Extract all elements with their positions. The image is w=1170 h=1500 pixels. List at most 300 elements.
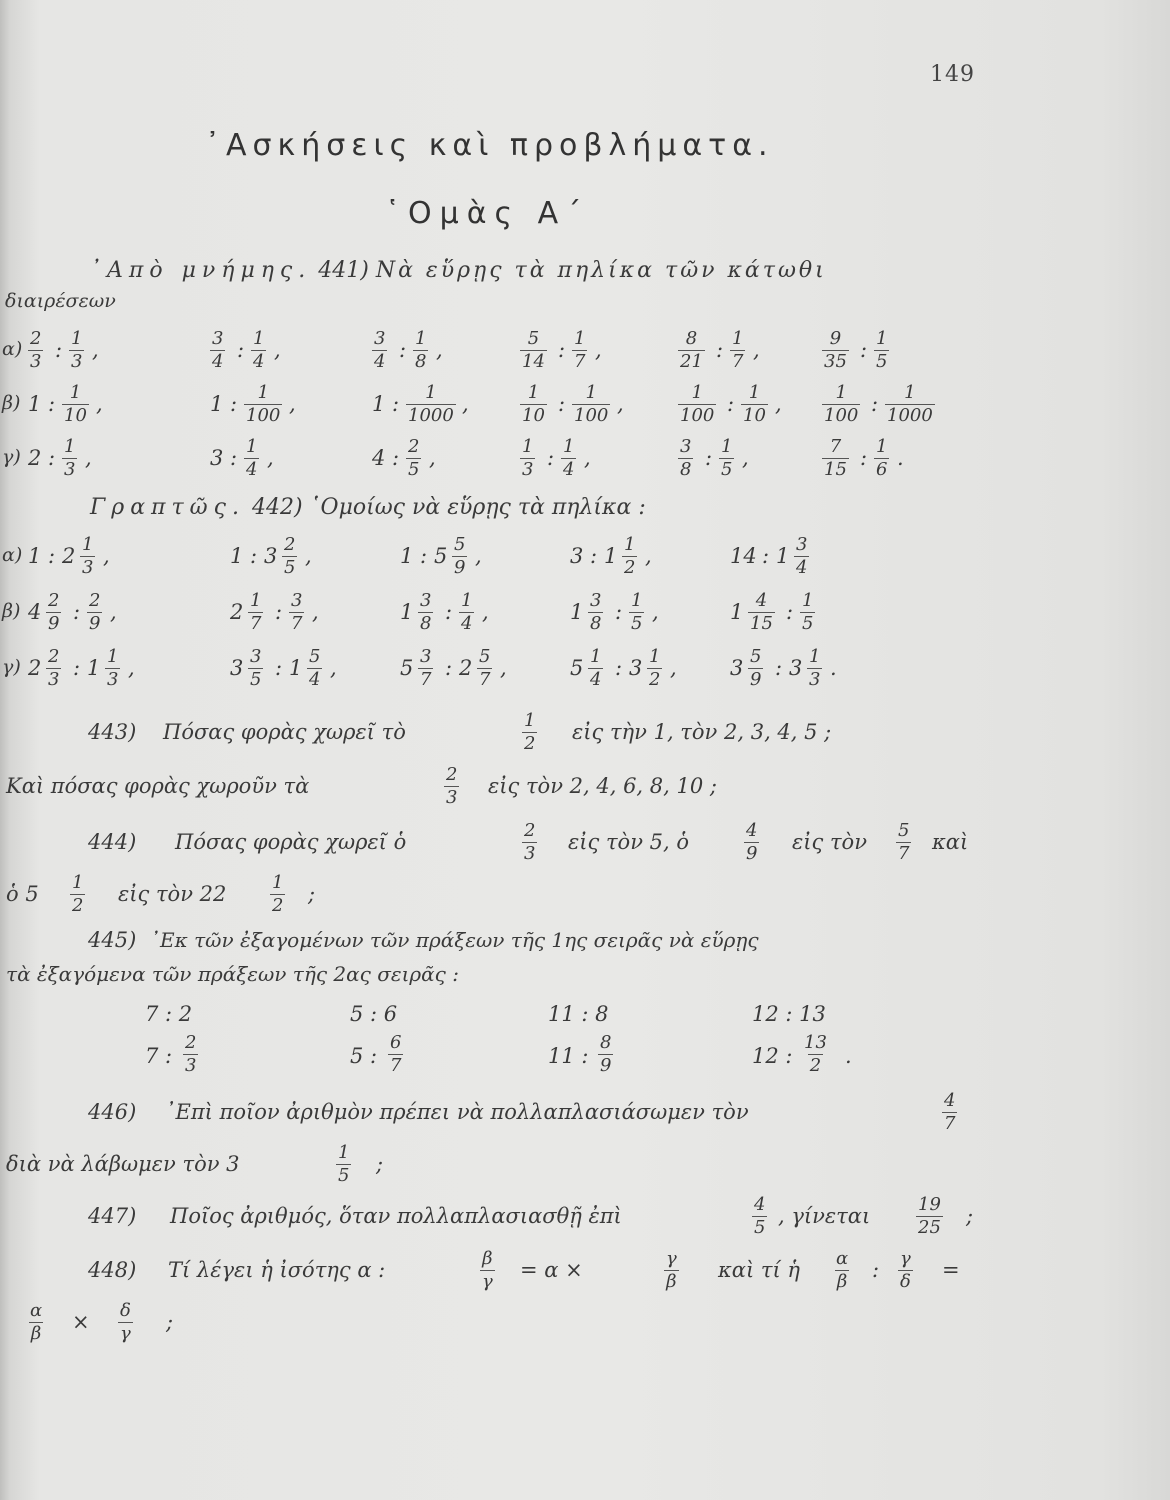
exercise-442-row-0-item-0-divisor-frac-numerator: 1 [82, 534, 94, 555]
exercise-441-row-1-item-3-separator: , [617, 392, 624, 416]
exercise-447-fraction-2-numerator: 19 [918, 1194, 941, 1215]
exercise-442-row-2-item-3-separator: , [670, 656, 677, 680]
exercise-445-series-2-item-0-dividend: 7 : [145, 1044, 173, 1068]
exercise-441-row-0-item-4-colon: : [716, 338, 724, 362]
exercise-442-row-2-item-0-divisor-whole: 1 [87, 656, 101, 680]
exercise-446-fraction-2-denominator: 5 [338, 1165, 350, 1186]
exercise-441-row-0-item-1-dividend-denominator: 4 [212, 351, 224, 372]
exercise-442-row-0-item-2-separator: , [475, 544, 482, 568]
section-title: ᾿Ασκήσεις καὶ προβλήματα. [205, 128, 774, 163]
exercise-442-row-1-item-0-divisor-numerator: 2 [89, 590, 101, 611]
exercise-445-series-2-item-1-divisor-numerator: 6 [390, 1032, 402, 1053]
exercise-448-fraction-6-denominator: γ [120, 1323, 131, 1344]
exercise-448-fraction-6 [118, 1300, 133, 1345]
exercise-442-row-0-item-1-divisor-frac-denominator: 5 [284, 557, 296, 578]
exercise-442-row-2-item-2-divisor-frac [477, 646, 492, 691]
exercise-445-series-1-item-3: 12 : 13 [752, 1002, 826, 1026]
exercise-441-row-1-item-2-colon: : [392, 392, 400, 416]
exercise-446-fraction-1 [942, 1090, 957, 1135]
exercise-442-row-1-item-4-dividend-frac-numerator: 4 [755, 590, 768, 611]
exercise-441-row-1-item-3-divisor-denominator: 100 [574, 405, 609, 426]
exercise-442-row-2-item-1-dividend-frac-denominator: 5 [250, 669, 262, 690]
exercise-441-row-0-item-1-colon: : [237, 338, 245, 362]
exercise-448-fraction-3 [834, 1248, 850, 1293]
exercise-445-series-2-item-2-divisor-numerator: 8 [600, 1032, 612, 1053]
exercise-442-row-2-item-0-divisor-frac-numerator: 1 [107, 646, 119, 667]
exercise-445-series-2-item-0-divisor-denominator: 3 [185, 1055, 197, 1076]
exercise-448-text-6: × [72, 1310, 90, 1334]
exercise-441-row-2-item-1-dividend: 3 [210, 446, 224, 470]
exercise-442-row-2-item-1-separator: , [330, 656, 337, 680]
exercise-446-text-1: ᾿Επὶ ποῖον ἀριθμὸν πρέπει νὰ πολλαπλασιάσωμεν τὸν [165, 1100, 749, 1124]
exercise-442-row-1-item-4-divisor-numerator: 1 [802, 590, 814, 611]
exercise-442-row-0-item-2-colon: : [420, 544, 428, 568]
exercise-441-row-0-item-0-divisor [69, 328, 84, 373]
exercise-441-row-1-item-0-divisor-denominator: 10 [64, 405, 87, 426]
exercise-441-row-0-item-0-dividend-denominator: 3 [30, 351, 42, 372]
exercise-442-row-1-item-0-divisor [87, 590, 102, 635]
exercise-442-row-0-item-3-divisor-whole: 1 [604, 544, 618, 568]
exercise-442-row-1-item-0-dividend-frac-denominator: 9 [48, 613, 60, 634]
exercise-444-fraction-2 [744, 820, 759, 865]
exercise-444-text-3: εἰς τὸν [792, 830, 867, 854]
exercise-448-fraction-4-denominator: δ [900, 1271, 911, 1292]
exercise-442-row-2-item-4-divisor-frac-numerator: 1 [809, 646, 821, 667]
exercise-442-row-1-item-2-separator: , [482, 600, 489, 624]
exercise-441-row-2-item-3-divisor-denominator: 4 [563, 459, 575, 480]
exercise-441-row-0-item-5-divisor [874, 328, 889, 373]
exercise-442-row-0-item-4-divisor-whole: 1 [776, 544, 790, 568]
exercise-442-row-0-item-4-divisor-frac-numerator: 3 [796, 534, 808, 555]
exercise-442-row-1-item-2-dividend-frac [418, 590, 433, 635]
exercise-442-row-1-item-4-dividend-frac [748, 590, 775, 635]
exercise-441-row-0-item-3-separator: , [595, 338, 602, 362]
exercise-443-fraction-2 [444, 764, 459, 809]
exercise-441-row-2-item-2-separator: , [429, 446, 436, 470]
exercise-441-row-1-item-2-divisor-denominator: 1000 [408, 405, 454, 426]
exercise-442-row-2-item-2-dividend-frac-denominator: 7 [420, 669, 432, 690]
exercise-441-text-cont: διαιρέσεων [5, 290, 116, 312]
exercise-444-fraction-1 [522, 820, 537, 865]
exercise-446-fraction-1-denominator: 7 [944, 1113, 956, 1134]
exercise-442-row-2-item-2-dividend-frac-numerator: 3 [420, 646, 432, 667]
exercise-441-row-2-item-0-separator: , [85, 446, 92, 470]
exercise-441-row-1-label: β) [2, 392, 21, 414]
exercise-443-fraction-1-denominator: 2 [524, 733, 536, 754]
exercise-441-row-2-item-5-dividend [822, 436, 849, 481]
exercise-441-row-0-item-4-divisor [730, 328, 745, 373]
exercise-444-fraction-4 [70, 872, 85, 917]
exercise-442-row-2-item-4-dividend-frac [748, 646, 763, 691]
exercise-442-row-0-item-3-separator: , [645, 544, 652, 568]
exercise-445-series-2-item-3-divisor-numerator: 13 [804, 1032, 827, 1053]
exercise-441-row-0-item-3-colon: : [558, 338, 566, 362]
exercise-444-text-5: ὁ 5 [6, 882, 39, 906]
exercise-441-row-1-item-0-divisor-numerator: 1 [69, 382, 82, 403]
exercise-441-row-1-item-5-dividend-numerator: 1 [835, 382, 847, 403]
exercise-442-row-2-item-1-divisor-frac-denominator: 4 [309, 669, 321, 690]
exercise-441-row-0-item-0-dividend [28, 328, 43, 373]
exercise-442-row-1-item-2-dividend-frac-numerator: 3 [420, 590, 432, 611]
exercise-441-row-1-item-3-dividend [520, 382, 547, 427]
exercise-447-text-2: , γίνεται [778, 1204, 871, 1228]
exercise-448-fraction-2 [664, 1248, 679, 1293]
exercise-441-row-0-item-1-divisor-numerator: 1 [253, 328, 265, 349]
exercise-447-text-1: Ποῖος ἀριθμός, ὅταν πολλαπλασιασθῇ ἐπὶ [170, 1204, 622, 1228]
exercise-442-row-1-item-1-divisor [289, 590, 304, 635]
exercise-441-row-0-item-2-dividend [372, 328, 387, 373]
exercise-441-row-1-item-5-dividend [822, 382, 860, 427]
exercise-442-row-2-item-1-dividend-frac [248, 646, 263, 691]
exercise-441-row-1-item-0-separator: , [96, 392, 103, 416]
exercise-442-row-2-item-3-dividend-frac-denominator: 4 [590, 669, 602, 690]
exercise-442-row-2-item-2-colon: : [445, 656, 453, 680]
exercise-441-row-2-item-2-divisor-numerator: 2 [408, 436, 420, 457]
exercise-441-row-2-item-5-divisor-denominator: 6 [876, 459, 888, 480]
exercise-441-row-1-item-2-divisor [406, 382, 456, 427]
exercise-442-row-0-item-1-colon: : [250, 544, 258, 568]
exercise-441-row-2-item-5-dividend-denominator: 15 [824, 459, 847, 480]
exercise-443-fraction-2-denominator: 3 [446, 787, 458, 808]
exercise-442-row-2-item-3-colon: : [615, 656, 623, 680]
exercise-444-fraction-4-denominator: 2 [72, 895, 84, 916]
exercise-441-row-2-item-0-divisor-denominator: 3 [64, 459, 76, 480]
exercise-442-row-2-item-4-dividend-frac-numerator: 5 [750, 646, 762, 667]
exercise-445-number: 445) [88, 928, 137, 952]
exercise-441-row-1-item-4-colon: : [727, 392, 735, 416]
exercise-442-row-2-item-2-divisor-frac-denominator: 7 [479, 669, 491, 690]
exercise-442-row-1-label: β) [2, 600, 21, 622]
exercise-445-series-1-item-0: 7 : 2 [145, 1002, 193, 1026]
exercise-442-row-1-item-2-dividend-frac-denominator: 8 [420, 613, 432, 634]
exercise-442-heading [90, 495, 646, 520]
exercise-442-row-0-item-4-divisor-frac-denominator: 4 [796, 557, 808, 578]
exercise-441-row-2-item-1-colon: : [230, 446, 238, 470]
exercise-442-row-0-item-0-divisor-whole: 2 [62, 544, 76, 568]
exercise-442-row-0-item-0-divisor-frac-denominator: 3 [82, 557, 94, 578]
exercise-442-row-1-item-3-dividend-frac-numerator: 3 [590, 590, 602, 611]
exercise-441-row-2-item-3-dividend-numerator: 1 [522, 436, 534, 457]
exercise-441-row-2-item-1-divisor-denominator: 4 [246, 459, 258, 480]
exercise-442-row-2-item-4-divisor-frac-denominator: 3 [809, 669, 821, 690]
exercise-448-fraction-5-denominator: β [30, 1323, 42, 1344]
exercise-444-text-4: καὶ [932, 830, 969, 854]
exercise-447-fraction-2 [916, 1194, 943, 1239]
exercise-441-row-2-item-2-dividend: 4 [372, 446, 386, 470]
exercise-443-text-1: Πόσας φορὰς χωρεῖ τὸ [163, 720, 406, 744]
exercise-442-row-0-item-4-colon: : [762, 544, 770, 568]
exercise-441-row-0-item-2-dividend-numerator: 3 [374, 328, 386, 349]
exercise-441-row-2-item-3-dividend-denominator: 3 [522, 459, 534, 480]
exercise-442-row-1-item-3-separator: , [652, 600, 659, 624]
exercise-448-text-7: ; [166, 1310, 174, 1334]
exercise-445-text-1: ᾿Εκ τῶν ἐξαγομένων τῶν πράξεων τῆς 1ης σειρᾶς νὰ εὕρῃς [150, 928, 759, 952]
exercise-442-row-2-item-3-divisor-frac-denominator: 2 [649, 669, 661, 690]
exercise-441-row-0-label: α) [2, 338, 23, 360]
exercise-442-row-0-item-2-divisor-frac-denominator: 9 [454, 557, 466, 578]
exercise-441-row-0-item-0-separator: , [92, 338, 99, 362]
exercise-445-series-2-item-2-divisor [598, 1032, 613, 1077]
exercise-441-row-1-item-4-separator: , [775, 392, 782, 416]
exercise-442-text: ῾Ομοίως νὰ εὕρῃς τὰ πηλίκα : [309, 495, 646, 520]
exercise-442-row-1-item-4-dividend-frac-denominator: 15 [750, 613, 773, 634]
exercise-442-row-2-item-0-dividend-whole: 2 [28, 656, 42, 680]
exercise-441-row-1-item-0-colon: : [48, 392, 56, 416]
exercise-441-row-0-item-1-separator: , [274, 338, 281, 362]
exercise-441-row-0-item-4-dividend [678, 328, 705, 373]
exercise-445-series-2-item-1-dividend: 5 : [350, 1044, 378, 1068]
exercise-442-row-0-item-1-divisor-whole: 3 [264, 544, 278, 568]
exercise-442-row-2-item-2-dividend-whole: 5 [400, 656, 414, 680]
exercise-441-row-2-item-4-divisor-numerator: 1 [721, 436, 733, 457]
exercise-442-row-1-item-2-dividend-whole: 1 [400, 600, 414, 624]
exercise-441-row-0-item-4-divisor-numerator: 1 [732, 328, 744, 349]
page-number: 149 [930, 62, 975, 87]
exercise-446-fraction-1-numerator: 4 [944, 1090, 956, 1111]
exercise-442-row-2-item-0-dividend-frac [46, 646, 61, 691]
exercise-441-row-0-item-5-divisor-denominator: 5 [876, 351, 888, 372]
exercise-442-row-1-item-4-divisor [800, 590, 815, 635]
exercise-441-row-2-item-5-colon: : [860, 446, 868, 470]
exercise-447-number: 447) [88, 1204, 137, 1228]
exercise-441-row-1-item-0-divisor [62, 382, 89, 427]
exercise-441-row-1-item-5-dividend-denominator: 100 [824, 405, 859, 426]
exercise-444-text-6: εἰς τὸν 22 [118, 882, 227, 906]
exercise-441-row-1-item-5-divisor-numerator: 1 [904, 382, 916, 403]
exercise-441-heading [90, 258, 827, 283]
exercise-442-row-1-item-2-divisor [459, 590, 474, 635]
exercise-441-row-2-item-0-dividend: 2 [28, 446, 42, 470]
exercise-441-row-2-item-2-divisor [406, 436, 421, 481]
exercise-442-row-0-item-1-divisor-frac-numerator: 2 [284, 534, 296, 555]
exercise-442-row-0-item-1-separator: , [305, 544, 312, 568]
exercise-441-row-2-item-5-dividend-numerator: 7 [829, 436, 842, 457]
exercise-445-series-2-item-1-divisor-denominator: 7 [390, 1055, 402, 1076]
exercise-444-fraction-2-denominator: 9 [746, 843, 758, 864]
exercise-441-row-0-item-5-dividend-numerator: 9 [829, 328, 842, 349]
exercise-442-row-2-item-4-dividend-whole: 3 [730, 656, 744, 680]
exercise-441-row-1-item-2-dividend: 1 [372, 392, 386, 416]
exercise-442-row-2-item-0-dividend-frac-denominator: 3 [48, 669, 60, 690]
exercise-441-row-2-item-1-separator: , [267, 446, 274, 470]
exercise-441-row-2-item-5-separator: . [897, 446, 904, 470]
exercise-441-row-1-item-1-divisor-denominator: 100 [246, 405, 281, 426]
exercise-442-row-1-item-3-dividend-frac [588, 590, 603, 635]
exercise-442-row-0-item-0-separator: , [103, 544, 110, 568]
exercise-441-row-0-item-3-divisor [572, 328, 587, 373]
exercise-442-row-2-item-3-divisor-frac [647, 646, 662, 691]
exercise-441-row-1-item-1-colon: : [230, 392, 238, 416]
exercise-441-row-0-item-0-divisor-denominator: 3 [71, 351, 83, 372]
exercise-442-row-2-item-2-divisor-frac-numerator: 5 [479, 646, 491, 667]
exercise-448-fraction-4-numerator: γ [900, 1248, 911, 1269]
exercise-448-text-4: : [872, 1258, 880, 1282]
exercise-448-fraction-2-denominator: β [666, 1271, 677, 1292]
exercise-441-row-2-label: γ) [2, 446, 21, 468]
exercise-447-fraction-1-denominator: 5 [754, 1217, 766, 1238]
exercise-448-fraction-3-denominator: β [836, 1271, 848, 1292]
exercise-441-row-1-item-3-dividend-denominator: 10 [522, 405, 545, 426]
exercise-442-row-0-item-3-divisor-frac-denominator: 2 [624, 557, 636, 578]
exercise-442-row-1-item-0-dividend-frac-numerator: 2 [48, 590, 60, 611]
exercise-442-row-1-item-0-colon: : [73, 600, 81, 624]
exercise-441-row-2-item-0-divisor-numerator: 1 [64, 436, 76, 457]
exercise-445-series-2-item-0-divisor-numerator: 2 [185, 1032, 197, 1053]
exercise-444-fraction-5-denominator: 2 [272, 895, 284, 916]
exercise-441-row-2-item-4-separator: , [742, 446, 749, 470]
exercise-442-row-1-item-2-colon: : [445, 600, 453, 624]
exercise-441-row-2-item-3-divisor-numerator: 1 [563, 436, 575, 457]
exercise-444-fraction-1-numerator: 2 [524, 820, 536, 841]
exercise-441-row-1-item-2-separator: , [462, 392, 469, 416]
exercise-441-row-0-item-4-divisor-denominator: 7 [732, 351, 744, 372]
exercise-441-row-2-item-4-divisor-denominator: 5 [721, 459, 733, 480]
exercise-442-row-1-item-3-dividend-whole: 1 [570, 600, 584, 624]
exercise-441-row-2-item-3-dividend [520, 436, 535, 481]
exercise-441-row-2-item-1-divisor-numerator: 1 [246, 436, 258, 457]
exercise-442-row-2-item-2-dividend-frac [418, 646, 433, 691]
exercise-442-row-1-item-4-dividend-whole: 1 [730, 600, 744, 624]
exercise-441-row-0-item-3-divisor-denominator: 7 [574, 351, 586, 372]
exercise-442-row-1-item-3-divisor-numerator: 1 [631, 590, 643, 611]
exercise-442-row-1-item-0-divisor-denominator: 9 [89, 613, 101, 634]
exercise-445-series-2-item-3-dividend: 12 : [752, 1044, 793, 1068]
exercise-441-row-2-item-2-colon: : [392, 446, 400, 470]
exercise-442-row-2-item-4-dividend-frac-denominator: 9 [750, 669, 762, 690]
exercise-442-row-1-item-1-divisor-numerator: 3 [291, 590, 303, 611]
exercise-441-row-1-item-5-divisor [885, 382, 935, 427]
exercise-441-row-0-item-2-divisor-denominator: 8 [415, 351, 427, 372]
exercise-442-row-2-item-0-dividend-frac-numerator: 2 [48, 646, 60, 667]
exercise-441-row-0-item-3-dividend-numerator: 5 [527, 328, 540, 349]
exercise-444-text-2: εἰς τὸν 5, ὁ [568, 830, 689, 854]
exercise-442-row-0-item-0-colon: : [48, 544, 56, 568]
group-title: ῾Ομὰς Α΄ [385, 196, 590, 231]
exercise-442-row-1-item-1-dividend-frac-numerator: 1 [250, 590, 262, 611]
exercise-442-row-2-item-1-colon: : [275, 656, 283, 680]
exercise-441-row-2-item-0-colon: : [48, 446, 56, 470]
exercise-441-row-0-item-2-divisor-numerator: 1 [415, 328, 427, 349]
exercise-444-fraction-2-numerator: 4 [746, 820, 758, 841]
exercise-445-series-2-item-3-divisor [802, 1032, 829, 1077]
exercise-442-row-0-label: α) [2, 544, 23, 566]
exercise-443-number: 443) [88, 720, 137, 744]
exercise-442-row-0-item-3-dividend: 3 [570, 544, 584, 568]
exercise-441-row-0-item-1-divisor-denominator: 4 [253, 351, 265, 372]
exercise-442-row-2-item-0-divisor-frac [105, 646, 120, 691]
exercise-446-text-2: διὰ νὰ λάβωμεν τὸν 3 [6, 1152, 240, 1176]
exercise-447-text-3: ; [966, 1204, 974, 1228]
exercise-441-row-1-item-5-divisor-denominator: 1000 [887, 405, 933, 426]
exercise-442-row-2-item-4-divisor-frac [807, 646, 822, 691]
exercise-445-series-1-item-1: 5 : 6 [350, 1002, 398, 1026]
exercise-442-row-2-item-3-divisor-frac-numerator: 1 [649, 646, 661, 667]
exercise-446-fraction-2 [336, 1142, 351, 1187]
exercise-441-row-1-item-1-separator: , [289, 392, 296, 416]
exercise-442-row-0-item-3-divisor-frac [622, 534, 637, 579]
exercise-445-series-2-item-3-divisor-denominator: 2 [809, 1055, 822, 1076]
exercise-442-row-2-label: γ) [2, 656, 21, 678]
exercise-444-fraction-5-numerator: 1 [272, 872, 284, 893]
exercise-441-row-0-item-1-dividend-numerator: 3 [212, 328, 224, 349]
exercise-442-row-0-item-2-divisor-frac-numerator: 5 [454, 534, 466, 555]
exercise-441-row-1-item-3-colon: : [558, 392, 566, 416]
exercise-441-row-0-item-2-colon: : [399, 338, 407, 362]
exercise-442-row-0-item-2-divisor-whole: 5 [434, 544, 448, 568]
exercise-442-row-1-item-1-dividend-whole: 2 [230, 600, 244, 624]
exercise-441-row-1-item-5-colon: : [871, 392, 879, 416]
exercise-442-number: 442) [251, 495, 303, 520]
exercise-441-row-0-item-4-separator: , [753, 338, 760, 362]
exercise-446-fraction-2-numerator: 1 [338, 1142, 350, 1163]
exercise-441-row-1-item-3-divisor [572, 382, 610, 427]
exercise-443-fraction-2-numerator: 2 [446, 764, 458, 785]
exercise-441-row-2-item-4-dividend-numerator: 3 [680, 436, 692, 457]
exercise-442-row-0-item-2-divisor-frac [452, 534, 467, 579]
exercise-442-row-1-item-1-colon: : [275, 600, 283, 624]
exercise-442-row-1-item-0-dividend-whole: 4 [28, 600, 42, 624]
exercise-442-row-1-item-1-dividend-frac [248, 590, 263, 635]
exercise-442-row-2-item-3-dividend-whole: 5 [570, 656, 584, 680]
exercise-442-row-0-item-1-divisor-frac [282, 534, 297, 579]
exercise-441-row-2-item-4-dividend [678, 436, 693, 481]
exercise-445-series-1-item-2: 11 : 8 [548, 1002, 609, 1026]
exercise-441-row-0-item-1-dividend [210, 328, 225, 373]
exercise-445-series-2-item-0-divisor [183, 1032, 198, 1077]
exercise-441-row-0-item-5-dividend-denominator: 35 [824, 351, 847, 372]
exercise-442-row-1-item-3-colon: : [615, 600, 623, 624]
exercise-441-row-2-item-1-divisor [244, 436, 259, 481]
exercise-445-text-2: τὰ ἐξαγόμενα τῶν πράξεων τῆς 2ας σειρᾶς : [6, 962, 459, 986]
exercise-448-fraction-6-numerator: δ [120, 1300, 131, 1321]
exercise-448-fraction-1-numerator: β [482, 1248, 493, 1269]
exercise-442-row-1-item-3-divisor-denominator: 5 [631, 613, 643, 634]
exercise-442-row-2-item-1-divisor-frac-numerator: 5 [309, 646, 321, 667]
exercise-442-row-2-item-4-divisor-whole: 3 [789, 656, 803, 680]
exercise-441-row-0-item-0-divisor-numerator: 1 [71, 328, 83, 349]
exercise-442-row-0-item-2-dividend: 1 [400, 544, 414, 568]
exercise-443-fraction-1-numerator: 1 [524, 710, 536, 731]
exercise-442-row-1-item-1-separator: , [312, 600, 319, 624]
exercise-441-row-0-item-4-dividend-numerator: 8 [685, 328, 698, 349]
exercise-448-fraction-1 [480, 1248, 495, 1293]
exercise-441-row-1-item-4-divisor-numerator: 1 [748, 382, 761, 403]
exercise-448-text-3: καὶ τί ἡ [718, 1258, 800, 1282]
exercise-442-row-2-item-1-dividend-whole: 3 [230, 656, 244, 680]
exercise-442-row-2-item-1-divisor-frac [307, 646, 322, 691]
exercise-442-row-1-item-1-dividend-frac-denominator: 7 [250, 613, 262, 634]
exercise-441-row-1-item-1-dividend: 1 [210, 392, 224, 416]
exercise-441-row-1-item-1-divisor [244, 382, 282, 427]
exercise-442-row-1-item-0-dividend-frac [46, 590, 61, 635]
exercise-444-fraction-5 [270, 872, 285, 917]
exercise-441-row-2-item-4-dividend-denominator: 8 [680, 459, 692, 480]
exercise-441-row-2-item-5-divisor [874, 436, 889, 481]
exercise-442-row-2-item-2-separator: , [500, 656, 507, 680]
exercise-442-row-1-item-4-colon: : [786, 600, 794, 624]
exercise-442-label: Γραπτῶς. [90, 495, 245, 520]
exercise-441-row-0-item-0-colon: : [55, 338, 63, 362]
exercise-441-row-0-item-5-colon: : [860, 338, 868, 362]
exercise-441-row-2-item-3-divisor [561, 436, 576, 481]
exercise-441-row-2-item-4-colon: : [705, 446, 713, 470]
exercise-446-text-3: ; [376, 1152, 384, 1176]
exercise-441-row-0-item-3-divisor-numerator: 1 [574, 328, 586, 349]
exercise-442-row-2-item-1-divisor-whole: 1 [289, 656, 303, 680]
exercise-441-row-0-item-2-dividend-denominator: 4 [374, 351, 386, 372]
exercise-441-row-1-item-3-divisor-numerator: 1 [585, 382, 597, 403]
exercise-441-row-2-item-3-colon: : [547, 446, 555, 470]
